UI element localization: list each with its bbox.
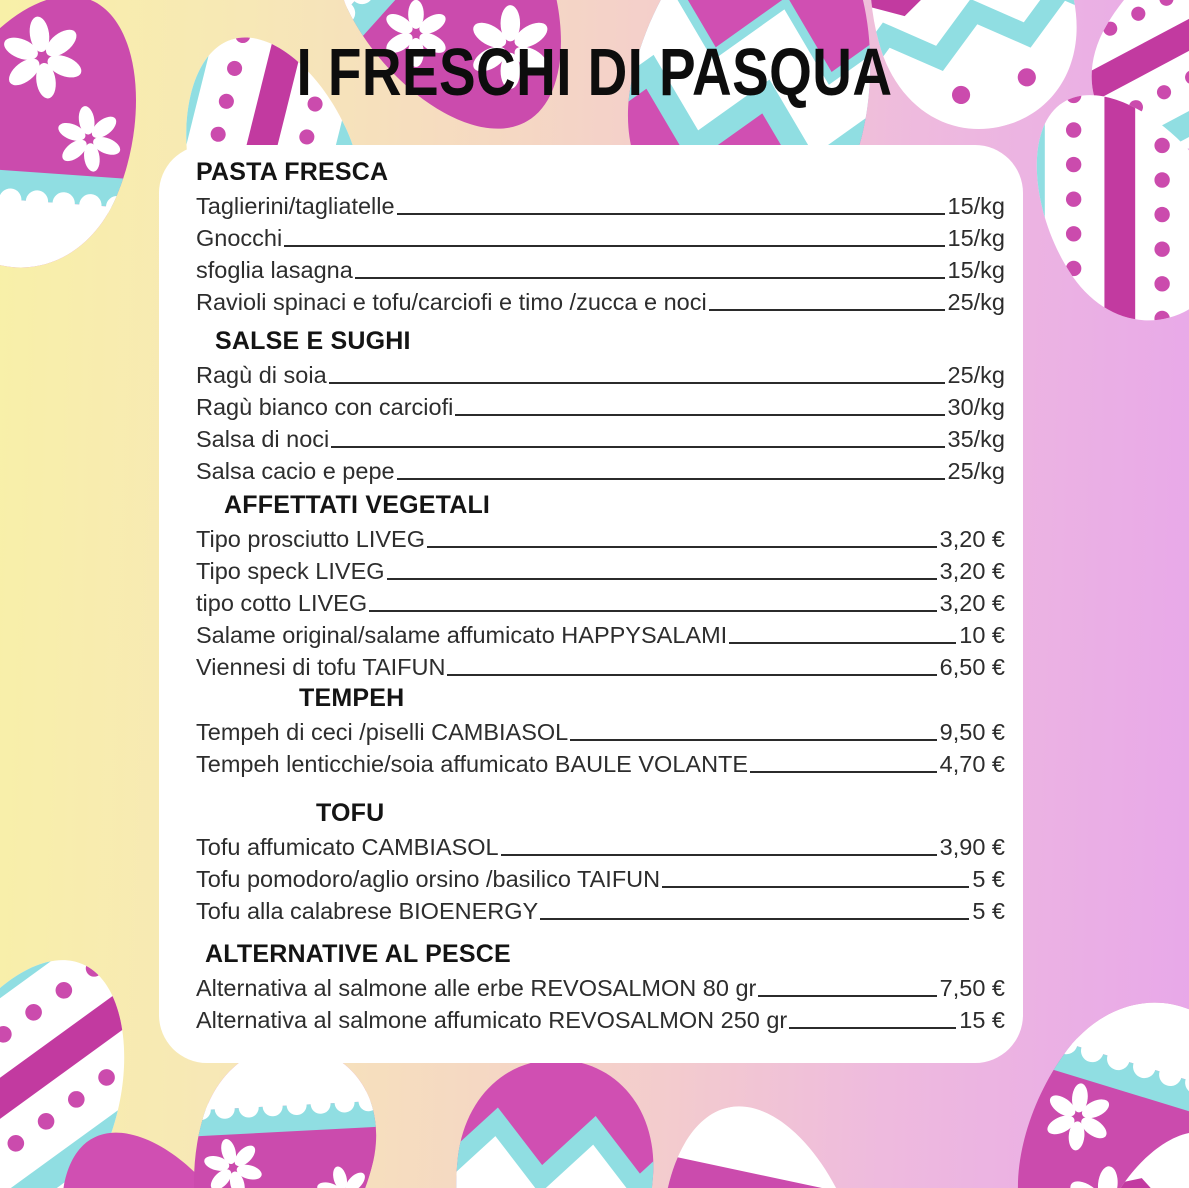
menu-item-row <box>196 388 1005 420</box>
menu-section <box>196 487 1005 680</box>
menu-section <box>196 795 1005 924</box>
price-leader-line <box>331 446 944 448</box>
price-leader-line <box>789 1027 956 1029</box>
price-leader-line <box>397 213 945 215</box>
item-label: Tofu alla calabrese BIOENERGY <box>196 897 539 924</box>
price-leader-line <box>387 578 937 580</box>
price-leader-line <box>284 245 944 247</box>
item-label: Taglierini/tagliatelle <box>196 192 395 219</box>
menu-item-row <box>196 616 1005 648</box>
item-label: sfoglia lasagna <box>196 256 353 283</box>
item-label: Salsa cacio e pepe <box>196 457 395 484</box>
menu-section <box>196 680 1005 777</box>
item-price: 25/kg <box>947 457 1005 484</box>
item-price: 3,90 € <box>939 833 1005 860</box>
item-price: 9,50 € <box>939 718 1005 745</box>
item-price: 5 € <box>972 865 1005 892</box>
item-label: Tipo speck LIVEG <box>196 557 385 584</box>
item-label: Ragù bianco con carciofi <box>196 393 454 420</box>
item-label: Salsa di noci <box>196 425 330 452</box>
price-leader-line <box>540 918 969 920</box>
menu-sections <box>196 154 1005 1033</box>
item-label: Gnocchi <box>196 224 283 251</box>
item-label: Tofu affumicato CAMBIASOL <box>196 833 499 860</box>
item-price: 15 € <box>959 1006 1005 1033</box>
section-title: ALTERNATIVE AL PESCE <box>205 940 511 968</box>
item-label: Tofu pomodoro/aglio orsino /basilico TAIFUN <box>196 865 661 892</box>
item-price: 35/kg <box>947 425 1005 452</box>
item-price: 15/kg <box>947 192 1005 219</box>
price-leader-line <box>355 277 945 279</box>
page-title: I FRESCHI DI PASQUA <box>296 35 893 110</box>
item-price: 10 € <box>959 621 1005 648</box>
item-price: 6,50 € <box>939 653 1005 680</box>
menu-item-row <box>196 219 1005 251</box>
price-leader-line <box>501 854 937 856</box>
price-leader-line <box>369 610 937 612</box>
menu-item-row <box>196 828 1005 860</box>
item-price: 7,50 € <box>939 974 1005 1001</box>
menu-item-row <box>196 713 1005 745</box>
item-label: Tempeh di ceci /piselli CAMBIASOL <box>196 718 569 745</box>
price-leader-line <box>758 995 936 997</box>
section-title: TEMPEH <box>299 684 405 712</box>
price-leader-line <box>729 642 956 644</box>
menu-section <box>196 154 1005 315</box>
menu-item-row <box>196 584 1005 616</box>
section-title: SALSE E SUGHI <box>215 327 411 355</box>
menu-item-row <box>196 648 1005 680</box>
item-price: 3,20 € <box>939 557 1005 584</box>
menu-panel <box>159 145 1023 1063</box>
section-title: AFFETTATI VEGETALI <box>224 491 491 519</box>
item-label: Ragù di soia <box>196 361 327 388</box>
item-price: 15/kg <box>947 256 1005 283</box>
item-price: 5 € <box>972 897 1005 924</box>
menu-section <box>196 323 1005 484</box>
item-price: 25/kg <box>947 361 1005 388</box>
item-price: 4,70 € <box>939 750 1005 777</box>
item-price: 25/kg <box>947 288 1005 315</box>
item-label: Ravioli spinaci e tofu/carciofi e timo /zucca e noci <box>196 288 707 315</box>
menu-item-row <box>196 356 1005 388</box>
price-leader-line <box>427 546 937 548</box>
price-leader-line <box>709 309 945 311</box>
item-price: 15/kg <box>947 224 1005 251</box>
item-label: Tempeh lenticchie/soia affumicato BAULE VOLANTE <box>196 750 749 777</box>
price-leader-line <box>329 382 945 384</box>
price-leader-line <box>397 478 945 480</box>
item-label: tipo cotto LIVEG <box>196 589 368 616</box>
item-label: Alternativa al salmone affumicato REVOSALMON 250 gr <box>196 1006 788 1033</box>
item-label: Alternativa al salmone alle erbe REVOSALMON 80 gr <box>196 974 757 1001</box>
menu-item-row <box>196 860 1005 892</box>
menu-item-row <box>196 969 1005 1001</box>
price-leader-line <box>750 771 937 773</box>
item-price: 3,20 € <box>939 589 1005 616</box>
price-leader-line <box>662 886 969 888</box>
item-label: Salame original/salame affumicato HAPPYSALAMI <box>196 621 728 648</box>
menu-item-row <box>196 1001 1005 1033</box>
price-leader-line <box>447 674 936 676</box>
price-leader-line <box>455 414 944 416</box>
section-title: PASTA FRESCA <box>196 158 389 186</box>
item-label: Tipo prosciutto LIVEG <box>196 525 426 552</box>
section-title: TOFU <box>316 799 385 827</box>
price-leader-line <box>570 739 936 741</box>
menu-item-row <box>196 452 1005 484</box>
menu-item-row <box>196 520 1005 552</box>
menu-item-row <box>196 745 1005 777</box>
menu-item-row <box>196 552 1005 584</box>
item-price: 30/kg <box>947 393 1005 420</box>
item-label: Viennesi di tofu TAIFUN <box>196 653 446 680</box>
menu-item-row <box>196 187 1005 219</box>
menu-item-row <box>196 251 1005 283</box>
menu-section <box>196 936 1005 1033</box>
menu-item-row <box>196 892 1005 924</box>
menu-item-row <box>196 420 1005 452</box>
menu-item-row <box>196 283 1005 315</box>
item-price: 3,20 € <box>939 525 1005 552</box>
